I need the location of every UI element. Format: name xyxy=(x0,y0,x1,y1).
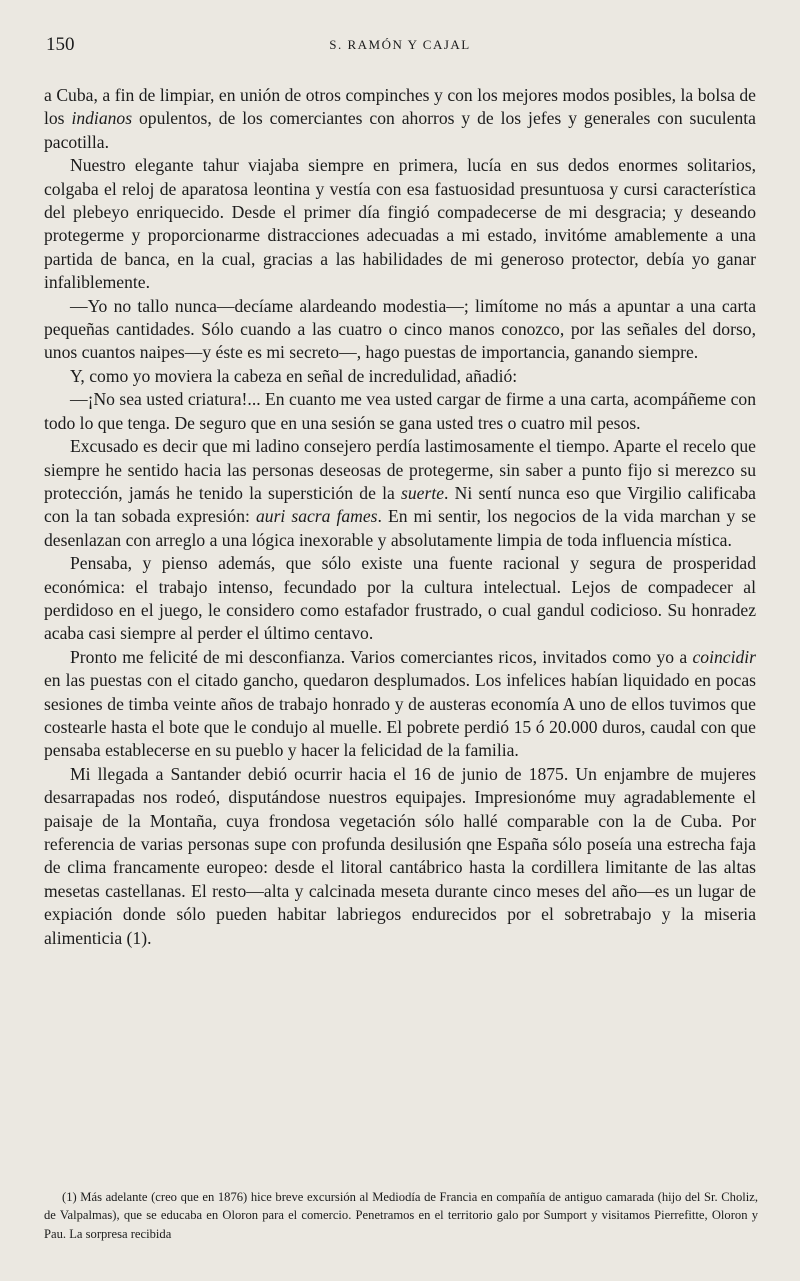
text-run: Pronto me felicité de mi desconfianza. Varios comerciantes ricos, invitados como yo a xyxy=(70,646,693,667)
text-run: a Cuba, a fin de limpiar, en unión de otros compinches y con los mejores modos posibles, la bolsa de los xyxy=(44,85,756,129)
paragraph xyxy=(44,84,756,154)
paragraph xyxy=(44,552,756,646)
footnote: (1) Más adelante (creo que en 1876) hice breve excursión al Mediodía de Francia en compañía de antiguo camarada (hijo del Sr. Choliz, de Valpalmas), que se educaba en Oloron para el comercio. Penetramos en el territorio galo por Sumport y visitamos Pierrefitte, Oloron y Pau. La sorpresa recibida xyxy=(44,1190,758,1241)
italic-text: suerte xyxy=(401,482,445,503)
paragraph xyxy=(44,763,756,950)
paragraph xyxy=(44,435,756,552)
paragraph xyxy=(44,295,756,365)
text-run: —Yo no tallo nunca—decíame alardeando modestia—; limítome no más a apuntar a una carta pequeñas cantidades. Sólo cuando a las cuatro o cinco manos conozco, por las señales del dorso, unos cuantos naipes—y éste es mi secreto—, hago puestas de importancia, ganando siempre. xyxy=(44,295,756,363)
text-run: Mi llegada a Santander debió ocurrir hacia el 16 de junio de 1875. Un enjambre de mujeres desarrapadas nos rodeó, disputándose nuestros equipajes. Impresionóme muy agradablemente el paisaje de la Montaña, cuya frondosa vegetación sólo hallé comparable con la de Cuba. Por referencia de varias personas supe con profunda desilusión qne España sólo poseía una estrecha faja de clima francamente europeo: desde el litoral cantábrico hasta la cordillera limitante de las altas mesetas castellanas. El resto—alta y calcinada meseta durante cinco meses del año—es un lugar de expiación donde sólo pueden habitar labriegos endurecidos por el sobretrabajo y la miseria alimenticia (1). xyxy=(44,763,756,948)
text-run: . En mi sentir, los negocios de la vida marchan y se desenlazan con arreglo a una lógica inexorable y absolutamente limpia de toda influencia mística. xyxy=(44,506,756,550)
text-run: Y, como yo moviera la cabeza en señal de incredulidad, añadió: xyxy=(70,365,518,386)
page-number: 150 xyxy=(46,34,75,55)
text-run: en las puestas con el citado gancho, quedaron desplumados. Los infelices habían liquidado en pocas sesiones de timba veinte años de trabajo honrado y de austeras economía A uno de ellos tuvimos que costearle hasta el bote que le condujo al muelle. El pobrete perdió 15 ó 20.000 duros, caudal con que pensaba establecerse en su pueblo y hacer la felicidad de la familia. xyxy=(44,670,756,761)
paragraph xyxy=(44,646,756,763)
italic-text: coincidir xyxy=(692,646,756,667)
italic-text: auri sacra fames xyxy=(255,506,378,527)
italic-text: indianos xyxy=(71,108,133,129)
text-run: Nuestro elegante tahur viajaba siempre en primera, lucía en sus dedos enormes solitarios, colgaba el reloj de aparatosa leontina y vestía con esa fastuosidad presuntuosa y cursi característica del plebeyo enriquecido. Desde el primer día fingió compadecerse de mi desgracia; y deseando protegerme y proporcionarme distracciones adecuadas a mi estado, invitóme amablemente a una partida de banca, en la cual, gracias a las habilidades de mi generoso protector, debía yo ganar infaliblemente. xyxy=(44,155,756,293)
text-run: Pensaba, y pienso además, que sólo existe una fuente racional y segura de prosperidad económica: el trabajo intenso, fecundado por la cultura intelectual. Lejos de compadecer al perdidoso en el juego, le considero como estafador frustrado, o cual gandul codicioso. Su honradez acaba casi siempre al perder el último centavo. xyxy=(44,553,756,644)
running-title: S. RAMÓN Y CAJAL xyxy=(329,37,471,52)
text-run: . Ni sentí nunca eso que Virgilio calificaba con la tan sobada expresión: xyxy=(44,482,756,527)
paragraph xyxy=(44,154,756,294)
body-text xyxy=(44,84,756,950)
text-run: opulentos, de los comerciantes con ahorros y de los jefes y generales con suculenta pacotilla. xyxy=(44,108,756,152)
paragraph xyxy=(44,365,756,388)
text-run: Excusado es decir que mi ladino consejero perdía lastimosamente el tiempo. Aparte el recelo que siempre he sentido hacia las personas deseosas de protegerme, sin saber a punto fijo si merezco su protección, jamás he tenido la superstición de la xyxy=(44,436,756,503)
paragraph xyxy=(44,388,756,435)
page-header xyxy=(42,34,758,60)
text-run: —¡No sea usted criatura!... En cuanto me vea usted cargar de firme a una carta, acompáñeme con todo lo que tenga. De seguro que en una sesión se gana usted tres o cuatro mil pesos. xyxy=(44,389,756,433)
footnotes xyxy=(44,1188,758,1243)
